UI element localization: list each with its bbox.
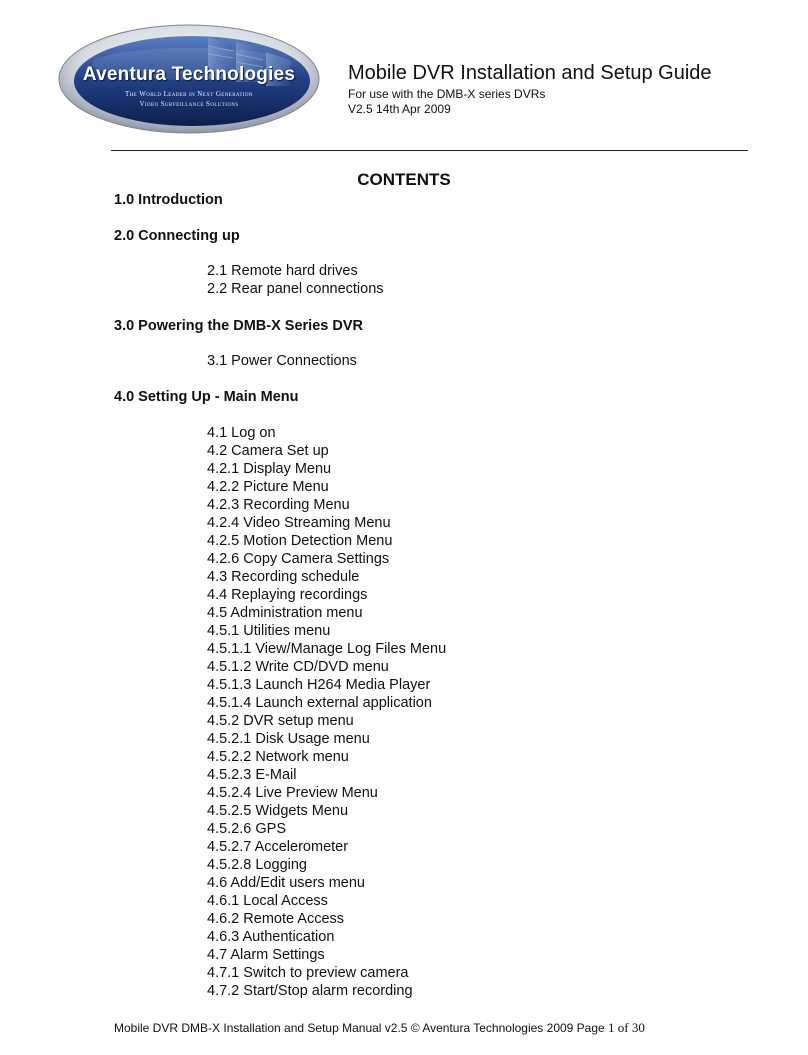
toc-item[interactable]: 4.5.2.5 Widgets Menu <box>207 803 349 819</box>
toc-item[interactable]: 4.2 Camera Set up <box>207 443 329 459</box>
toc-section-1[interactable]: 1.0 Introduction <box>114 192 223 208</box>
logo-tagline-line1: The World Leader in Next Generation <box>125 90 253 98</box>
toc-item[interactable]: 4.5.2.2 Network menu <box>207 749 349 765</box>
company-logo <box>58 24 320 134</box>
toc-item[interactable]: 4.5.2.4 Live Preview Menu <box>207 785 378 801</box>
toc-item[interactable]: 4.5.2.8 Logging <box>207 857 307 873</box>
toc-item[interactable]: 3.1 Power Connections <box>207 353 357 369</box>
toc-item[interactable]: 4.6.3 Authentication <box>207 929 335 945</box>
toc-item[interactable]: 4.6.2 Remote Access <box>207 911 345 927</box>
header-divider <box>111 150 748 151</box>
document-subtitle: For use with the DMB-X series DVRs <box>348 87 546 101</box>
toc-item[interactable]: 4.2.4 Video Streaming Menu <box>207 515 391 531</box>
logo-tagline-line2: Video Surveillance Solutions <box>139 100 239 108</box>
toc-item[interactable]: 4.5.1.4 Launch external application <box>207 695 432 711</box>
toc-item[interactable]: 4.7.1 Switch to preview camera <box>207 965 409 981</box>
document-title: Mobile DVR Installation and Setup Guide <box>348 62 712 84</box>
logo-company-name: Aventura Technologies <box>82 64 296 85</box>
toc-item[interactable]: 4.2.5 Motion Detection Menu <box>207 533 393 549</box>
toc-item[interactable]: 4.5.2.6 GPS <box>207 821 286 837</box>
toc-item[interactable]: 4.2.1 Display Menu <box>207 461 332 477</box>
toc-section-3[interactable]: 3.0 Powering the DMB-X Series DVR <box>114 318 363 334</box>
toc-item[interactable]: 4.5.2 DVR setup menu <box>207 713 354 729</box>
toc-item[interactable]: 4.5.1.1 View/Manage Log Files Menu <box>207 641 447 657</box>
toc-item[interactable]: 4.1 Log on <box>207 425 276 441</box>
toc-item[interactable]: 2.1 Remote hard drives <box>207 263 358 279</box>
toc-item[interactable]: 4.4 Replaying recordings <box>207 587 368 603</box>
contents-heading: CONTENTS <box>357 170 451 189</box>
toc-item[interactable]: 4.5.1.3 Launch H264 Media Player <box>207 677 431 693</box>
toc-item[interactable]: 4.5.2.1 Disk Usage menu <box>207 731 370 747</box>
toc-item[interactable]: 4.5.2.7 Accelerometer <box>207 839 349 855</box>
page-footer <box>114 1020 645 1036</box>
toc-item[interactable]: 4.7.2 Start/Stop alarm recording <box>207 983 413 999</box>
toc-item[interactable]: 4.6.1 Local Access <box>207 893 328 909</box>
footer-text: Mobile DVR DMB-X Installation and Setup Manual v2.5 © Aventura Technologies 2009 Page <box>114 1021 609 1035</box>
toc-item[interactable]: 4.5 Administration menu <box>207 605 363 621</box>
toc-section-4[interactable]: 4.0 Setting Up - Main Menu <box>114 389 299 405</box>
toc-item[interactable]: 4.7 Alarm Settings <box>207 947 325 963</box>
toc-item[interactable]: 4.5.1.2 Write CD/DVD menu <box>207 659 389 675</box>
page-number: 1 of 30 <box>608 1020 645 1035</box>
toc-item[interactable]: 4.3 Recording schedule <box>207 569 360 585</box>
toc-item[interactable]: 4.2.3 Recording Menu <box>207 497 350 513</box>
toc-item[interactable]: 4.6 Add/Edit users menu <box>207 875 365 891</box>
document-version: V2.5 14th Apr 2009 <box>348 102 451 116</box>
toc-item[interactable]: 4.5.1 Utilities menu <box>207 623 331 639</box>
toc-item[interactable]: 2.2 Rear panel connections <box>207 281 384 297</box>
toc-item[interactable]: 4.5.2.3 E-Mail <box>207 767 297 783</box>
toc-section-2[interactable]: 2.0 Connecting up <box>114 228 240 244</box>
toc-item[interactable]: 4.2.6 Copy Camera Settings <box>207 551 390 567</box>
toc-item[interactable]: 4.2.2 Picture Menu <box>207 479 329 495</box>
